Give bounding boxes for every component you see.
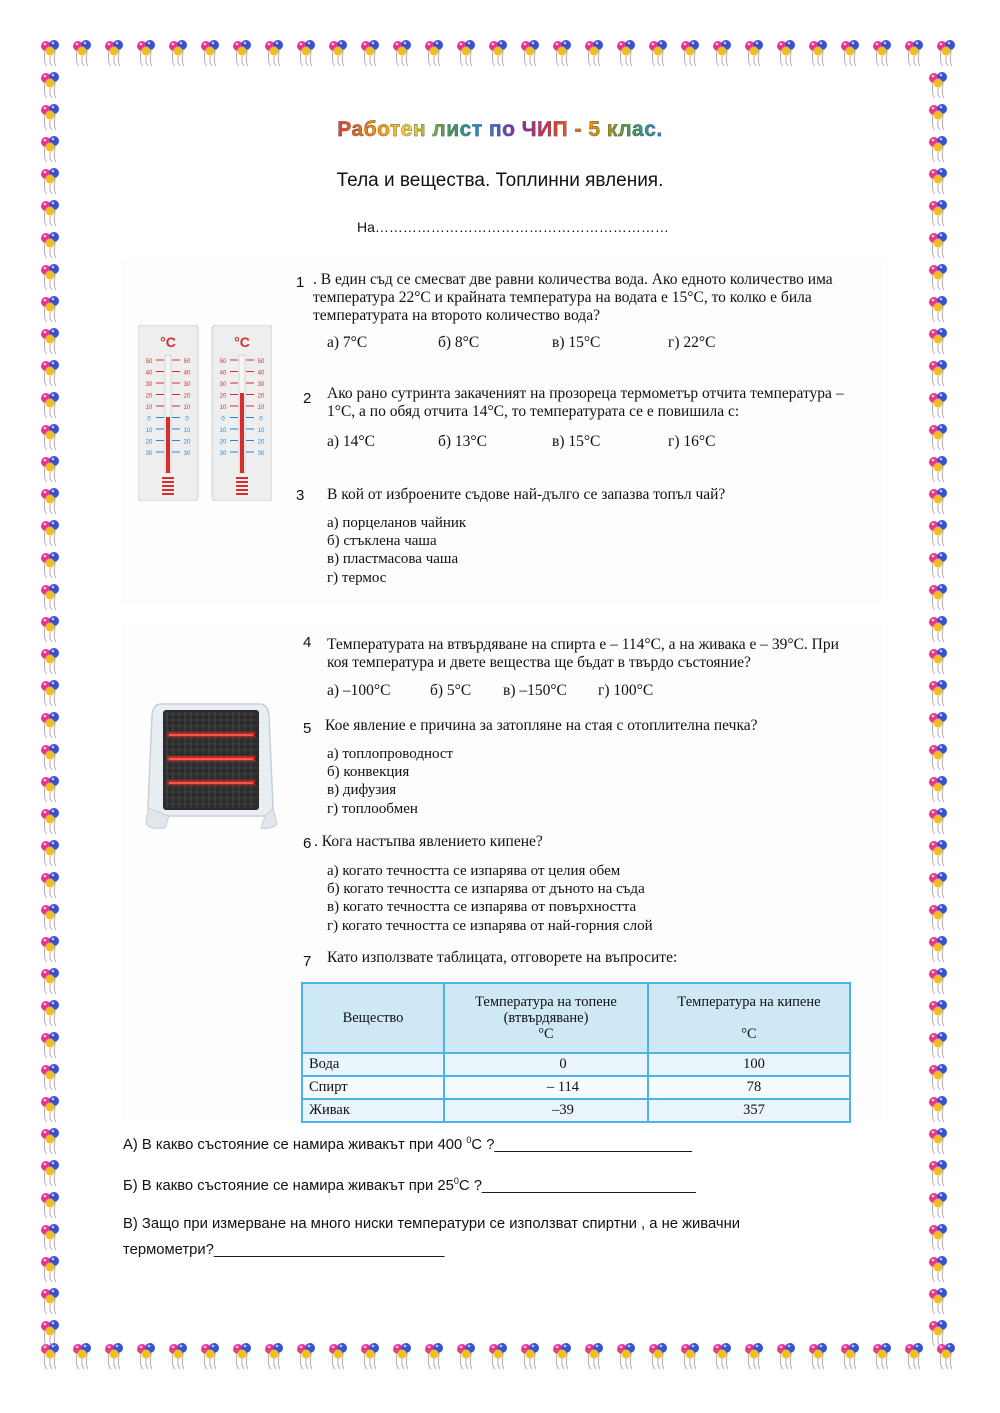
q4-option-b[interactable]: б) 5°С — [430, 682, 472, 699]
q5-option-c[interactable]: в) дифузия — [327, 782, 397, 799]
temperature-table — [301, 982, 851, 1123]
balloon-icon — [873, 40, 891, 66]
balloon-icon — [41, 328, 59, 354]
scale-tick-label: 50 — [257, 359, 265, 365]
q5-option-b[interactable]: б) конвекция — [327, 764, 410, 781]
balloon-icon — [41, 840, 59, 866]
cell-melting: 0 — [444, 1053, 648, 1076]
scale-tick-label: 20 — [145, 439, 153, 446]
balloon-icon — [929, 776, 947, 802]
scale-tick-label: 20 — [145, 393, 153, 400]
balloon-icon — [841, 1343, 859, 1369]
degree-label: °C — [234, 334, 250, 350]
q1-option-c[interactable]: в) 15°С — [552, 334, 601, 351]
balloon-icon — [361, 1343, 379, 1369]
balloon-icon — [41, 392, 59, 418]
balloon-icon — [929, 1064, 947, 1090]
scale-tick-label: 20 — [183, 393, 191, 400]
header-substance: Вещество — [302, 983, 444, 1053]
balloon-icon — [929, 552, 947, 578]
balloon-icon — [929, 616, 947, 642]
balloon-icon — [41, 264, 59, 290]
balloon-icon — [41, 1343, 59, 1369]
balloon-icon — [41, 744, 59, 770]
table-row — [302, 1053, 850, 1076]
balloon-icon — [929, 424, 947, 450]
balloon-icon — [41, 1320, 59, 1346]
scale-tick-label: 10 — [219, 405, 227, 411]
worksheet-title — [0, 118, 1000, 142]
balloon-icon — [929, 456, 947, 482]
balloon-icon — [41, 904, 59, 930]
balloon-icon — [873, 1343, 891, 1369]
q2-option-b[interactable]: б) 13°С — [438, 433, 487, 450]
cell-melting: –39 — [444, 1099, 648, 1122]
scale-tick-label: 10 — [183, 428, 191, 434]
header-melting-line1: Температура на топене — [475, 994, 617, 1010]
balloon-icon — [41, 40, 59, 66]
balloon-icon — [929, 968, 947, 994]
header-boiling-unit: °С — [741, 1026, 757, 1042]
balloon-icon — [929, 1096, 947, 1122]
balloon-icon — [41, 1032, 59, 1058]
cell-substance: Спирт — [302, 1076, 444, 1099]
balloon-icon — [425, 40, 443, 66]
table-row — [302, 1076, 850, 1099]
balloon-icon — [777, 1343, 795, 1369]
question-1-text: . В един съд се смесват две равни количества вода. Ако едното количество има температура 22°С и крайната температура на водата е 15°С, то колко е била температурата на второто количество вода? — [313, 271, 833, 324]
balloon-icon — [929, 648, 947, 674]
balloon-icon — [41, 424, 59, 450]
balloon-icon — [713, 40, 731, 66]
balloon-icon — [929, 264, 947, 290]
scale-tick-label: 20 — [257, 393, 265, 400]
scale-tick-label: 40 — [183, 370, 191, 377]
table-row — [302, 1099, 850, 1122]
balloon-icon — [929, 1032, 947, 1058]
question-4-text: Температурата на втвърдяване на спирта е – 114°С, а на живака е – 39°С. При коя температура и двете вещества ще бъдат в твърдо състояние? — [327, 636, 839, 671]
cell-substance: Живак — [302, 1099, 444, 1122]
answer-a[interactable] — [123, 1127, 692, 1158]
balloon-icon — [585, 1343, 603, 1369]
question-3-number: 3 — [296, 487, 305, 504]
balloon-icon — [105, 1343, 123, 1369]
cell-boiling: 100 — [648, 1053, 850, 1076]
balloon-icon — [41, 200, 59, 226]
question-5-text: Кое явление е причина за затопляне на стая с отоплителна печка? — [325, 717, 758, 734]
answer-b-sup: 0 — [453, 1176, 459, 1186]
balloon-icon — [617, 40, 635, 66]
balloon-icon — [937, 1343, 955, 1369]
q2-option-a[interactable]: а) 14°С — [327, 433, 375, 450]
q4-option-c[interactable]: в) –150°С — [503, 682, 567, 699]
balloon-icon — [41, 872, 59, 898]
question-6-number: 6 — [303, 835, 312, 852]
balloon-icon — [617, 1343, 635, 1369]
question-5-number: 5 — [303, 720, 312, 737]
scale-tick-label: 30 — [257, 382, 265, 388]
heater-image — [143, 698, 278, 834]
balloon-icon — [73, 1343, 91, 1369]
balloon-icon — [937, 40, 955, 66]
balloon-icon — [929, 232, 947, 258]
balloon-icon — [929, 488, 947, 514]
question-6-text: . Кога настъпва явлението кипене? — [314, 833, 543, 850]
border-top — [41, 40, 955, 66]
balloon-icon — [841, 40, 859, 66]
balloon-icon — [41, 1288, 59, 1314]
border-right — [929, 72, 947, 1346]
scale-tick-label: 10 — [219, 428, 227, 434]
balloon-icon — [809, 40, 827, 66]
balloon-icon — [41, 1000, 59, 1026]
header-melting — [444, 983, 648, 1053]
balloon-icon — [929, 680, 947, 706]
q6-option-d[interactable]: г) когато течността се изпарява от най-горния слой — [327, 917, 653, 934]
scale-tick-label: 40 — [219, 370, 227, 377]
scale-tick-label: 50 — [219, 359, 227, 365]
balloon-icon — [521, 40, 539, 66]
scale-tick-label: 0 — [185, 416, 189, 423]
balloon-icon — [489, 1343, 507, 1369]
balloon-icon — [929, 1192, 947, 1218]
balloon-icon — [41, 808, 59, 834]
q5-option-d[interactable]: г) топлообмен — [327, 800, 418, 817]
balloon-icon — [41, 1224, 59, 1250]
question-2-number: 2 — [303, 390, 312, 407]
answer-c-blank[interactable]: термометри?____________________________ — [123, 1242, 445, 1258]
balloon-icon — [553, 40, 571, 66]
balloon-icon — [929, 808, 947, 834]
balloon-icon — [929, 1128, 947, 1154]
border-left — [41, 72, 59, 1346]
cell-substance: Вода — [302, 1053, 444, 1076]
answer-a-blank[interactable]: С ?________________________ — [471, 1136, 692, 1153]
question-2-text: Ако рано сутринта закаченият на прозореца термометър отчита температура –1°С, а по обяд отчита 14°С, то температурата се е повишила с: — [327, 385, 844, 420]
cell-melting: – 114 — [444, 1076, 648, 1099]
balloon-icon — [41, 1096, 59, 1122]
scale-tick-label: 40 — [257, 370, 265, 377]
scale-tick-label: 10 — [183, 405, 191, 411]
balloon-icon — [929, 1288, 947, 1314]
balloon-icon — [41, 72, 59, 98]
balloon-icon — [777, 40, 795, 66]
balloon-icon — [41, 648, 59, 674]
balloon-icon — [929, 296, 947, 322]
header-melting-line2: (втвърдяване) — [503, 1010, 589, 1026]
balloon-icon — [929, 584, 947, 610]
balloon-icon — [233, 40, 251, 66]
q2-option-c[interactable]: в) 15°С — [552, 433, 601, 450]
degree-label: °C — [160, 334, 176, 350]
balloon-icon — [361, 40, 379, 66]
balloon-icon — [329, 40, 347, 66]
q6-option-c[interactable]: в) когато течността се изпарява от повърхността — [327, 899, 637, 916]
scale-tick-label: 20 — [219, 393, 227, 400]
question-6-options — [327, 862, 653, 935]
balloon-icon — [929, 1000, 947, 1026]
balloon-icon — [649, 1343, 667, 1369]
balloon-icon — [201, 40, 219, 66]
balloon-icon — [929, 904, 947, 930]
balloon-icon — [41, 520, 59, 546]
balloon-icon — [265, 40, 283, 66]
balloon-icon — [681, 1343, 699, 1369]
thermometer-right — [212, 325, 272, 501]
scale-tick-label: 40 — [145, 370, 153, 377]
balloon-icon — [929, 200, 947, 226]
border-bottom — [41, 1343, 955, 1369]
balloon-icon — [41, 1064, 59, 1090]
header-melting-unit: °С — [538, 1026, 554, 1042]
question-1-options — [327, 334, 715, 352]
answer-a-text: А) В какво състояние се намира живакът при 400 — [123, 1136, 467, 1153]
cell-boiling: 78 — [648, 1076, 850, 1099]
balloon-icon — [169, 40, 187, 66]
answer-b-blank[interactable]: С ?__________________________ — [458, 1177, 696, 1194]
scale-tick-label: 0 — [221, 416, 225, 423]
balloon-icon — [393, 40, 411, 66]
q6-option-b[interactable]: б) когато течността се изпарява от дъното на съда — [327, 881, 645, 898]
balloon-icon — [929, 1160, 947, 1186]
worksheet-subtitle: Тела и вещества. Топлинни явления. — [336, 170, 664, 191]
answer-b[interactable] — [123, 1168, 696, 1199]
balloon-icon — [745, 40, 763, 66]
scale-tick-label: 30 — [257, 451, 265, 457]
balloon-icon — [201, 1343, 219, 1369]
balloon-icon — [521, 1343, 539, 1369]
scale-tick-label: 10 — [257, 405, 265, 411]
scale-tick-label: 50 — [145, 359, 153, 365]
scale-tick-label: 0 — [147, 416, 151, 423]
balloon-icon — [929, 392, 947, 418]
question-5-options — [327, 745, 453, 818]
balloon-icon — [457, 1343, 475, 1369]
balloon-icon — [929, 936, 947, 962]
balloon-icon — [929, 1320, 947, 1346]
balloon-icon — [41, 680, 59, 706]
balloon-icon — [929, 872, 947, 898]
q1-option-d[interactable]: г) 22°С — [668, 334, 716, 351]
balloon-icon — [929, 72, 947, 98]
scale-tick-label: 30 — [145, 382, 153, 388]
name-field-line: На……………………………………………………… — [357, 219, 669, 235]
q4-option-a[interactable]: а) –100°С — [327, 682, 391, 699]
q2-option-d[interactable]: г) 16°С — [668, 433, 716, 450]
balloon-icon — [41, 552, 59, 578]
balloon-icon — [329, 1343, 347, 1369]
balloon-icon — [41, 616, 59, 642]
question-3-text: В кой от изброените съдове най-дълго се запазва топъл чай? — [327, 486, 726, 503]
balloon-icon — [41, 712, 59, 738]
answer-c[interactable] — [123, 1211, 740, 1263]
q3-option-d[interactable]: г) термос — [327, 569, 387, 586]
balloon-icon — [41, 1192, 59, 1218]
balloon-icon — [713, 1343, 731, 1369]
balloon-icon — [585, 40, 603, 66]
balloon-icon — [929, 1224, 947, 1250]
balloon-icon — [41, 584, 59, 610]
q3-option-c[interactable]: в) пластмасова чаша — [327, 551, 459, 568]
balloon-icon — [425, 1343, 443, 1369]
question-1-number: 1 — [296, 274, 305, 291]
balloon-icon — [41, 936, 59, 962]
question-4-number: 4 — [303, 634, 312, 651]
balloon-icon — [297, 40, 315, 66]
question-7-number: 7 — [303, 953, 312, 970]
answer-a-sup: 0 — [466, 1135, 472, 1145]
cell-boiling: 357 — [648, 1099, 850, 1122]
q3-option-b[interactable]: б) стъклена чаша — [327, 533, 437, 550]
answer-c-text: В) Защо при измерване на много ниски температури се използват спиртни , а не живачни — [123, 1216, 741, 1232]
scale-tick-label: 50 — [183, 359, 191, 365]
balloon-icon — [297, 1343, 315, 1369]
balloon-icon — [905, 1343, 923, 1369]
balloon-icon — [489, 40, 507, 66]
balloon-icon — [105, 40, 123, 66]
scale-tick-label: 30 — [183, 382, 191, 388]
balloon-icon — [41, 1160, 59, 1186]
question-4-options — [327, 682, 653, 700]
balloon-icon — [457, 40, 475, 66]
balloon-icon — [929, 520, 947, 546]
balloon-icon — [41, 1256, 59, 1282]
balloon-icon — [41, 456, 59, 482]
balloon-icon — [929, 840, 947, 866]
balloon-icon — [265, 1343, 283, 1369]
balloon-icon — [681, 40, 699, 66]
balloon-icon — [649, 40, 667, 66]
question-2-options — [327, 433, 715, 451]
question-3-options — [327, 514, 466, 587]
scale-tick-label: 20 — [183, 439, 191, 446]
balloon-icon — [929, 328, 947, 354]
balloon-icon — [41, 232, 59, 258]
balloon-icon — [745, 1343, 763, 1369]
q5-option-a[interactable]: а) топлопроводност — [327, 746, 454, 762]
scale-tick-label: 20 — [219, 439, 227, 446]
scale-tick-label: 10 — [145, 405, 153, 411]
thermometers-image — [138, 325, 272, 501]
thermometer-left — [138, 325, 198, 501]
scale-tick-label: 10 — [257, 428, 265, 434]
balloon-icon — [929, 360, 947, 386]
balloon-icon — [929, 712, 947, 738]
balloon-icon — [137, 40, 155, 66]
balloon-icon — [905, 40, 923, 66]
balloon-icon — [929, 1256, 947, 1282]
balloon-icon — [809, 1343, 827, 1369]
scale-tick-label: 30 — [219, 451, 227, 457]
q6-option-a[interactable]: а) когато течността се изпарява от целия обем — [327, 863, 621, 879]
balloon-icon — [41, 296, 59, 322]
balloon-icon — [41, 968, 59, 994]
title-text: Работен лист по ЧИП - 5 клас. — [337, 118, 663, 141]
answer-b-text: Б) В какво състояние се намира живакът при 25 — [123, 1177, 454, 1194]
q3-option-a[interactable]: а) порцеланов чайник — [327, 515, 467, 531]
scale-tick-label: 30 — [183, 451, 191, 457]
balloon-icon — [137, 1343, 155, 1369]
balloon-icon — [41, 488, 59, 514]
balloon-icon — [169, 1343, 187, 1369]
scale-tick-label: 30 — [145, 451, 153, 457]
header-boiling — [648, 983, 850, 1053]
scale-tick-label: 30 — [219, 382, 227, 388]
header-boiling-line1: Температура на кипене — [677, 994, 821, 1010]
balloon-icon — [553, 1343, 571, 1369]
balloon-icon — [41, 1128, 59, 1154]
scale-tick-label: 0 — [259, 416, 263, 423]
balloon-icon — [929, 744, 947, 770]
q1-option-a[interactable]: а) 7°С — [327, 334, 368, 351]
balloon-icon — [41, 360, 59, 386]
balloon-icon — [73, 40, 91, 66]
balloon-icon — [41, 776, 59, 802]
balloon-icon — [233, 1343, 251, 1369]
question-7-text: Като използвате таблицата, отговорете на въпросите: — [327, 949, 678, 966]
q4-option-d[interactable]: г) 100°С — [598, 682, 654, 699]
scale-tick-label: 20 — [257, 439, 265, 446]
scale-tick-label: 10 — [145, 428, 153, 434]
q1-option-b[interactable]: б) 8°С — [438, 334, 480, 351]
balloon-icon — [393, 1343, 411, 1369]
